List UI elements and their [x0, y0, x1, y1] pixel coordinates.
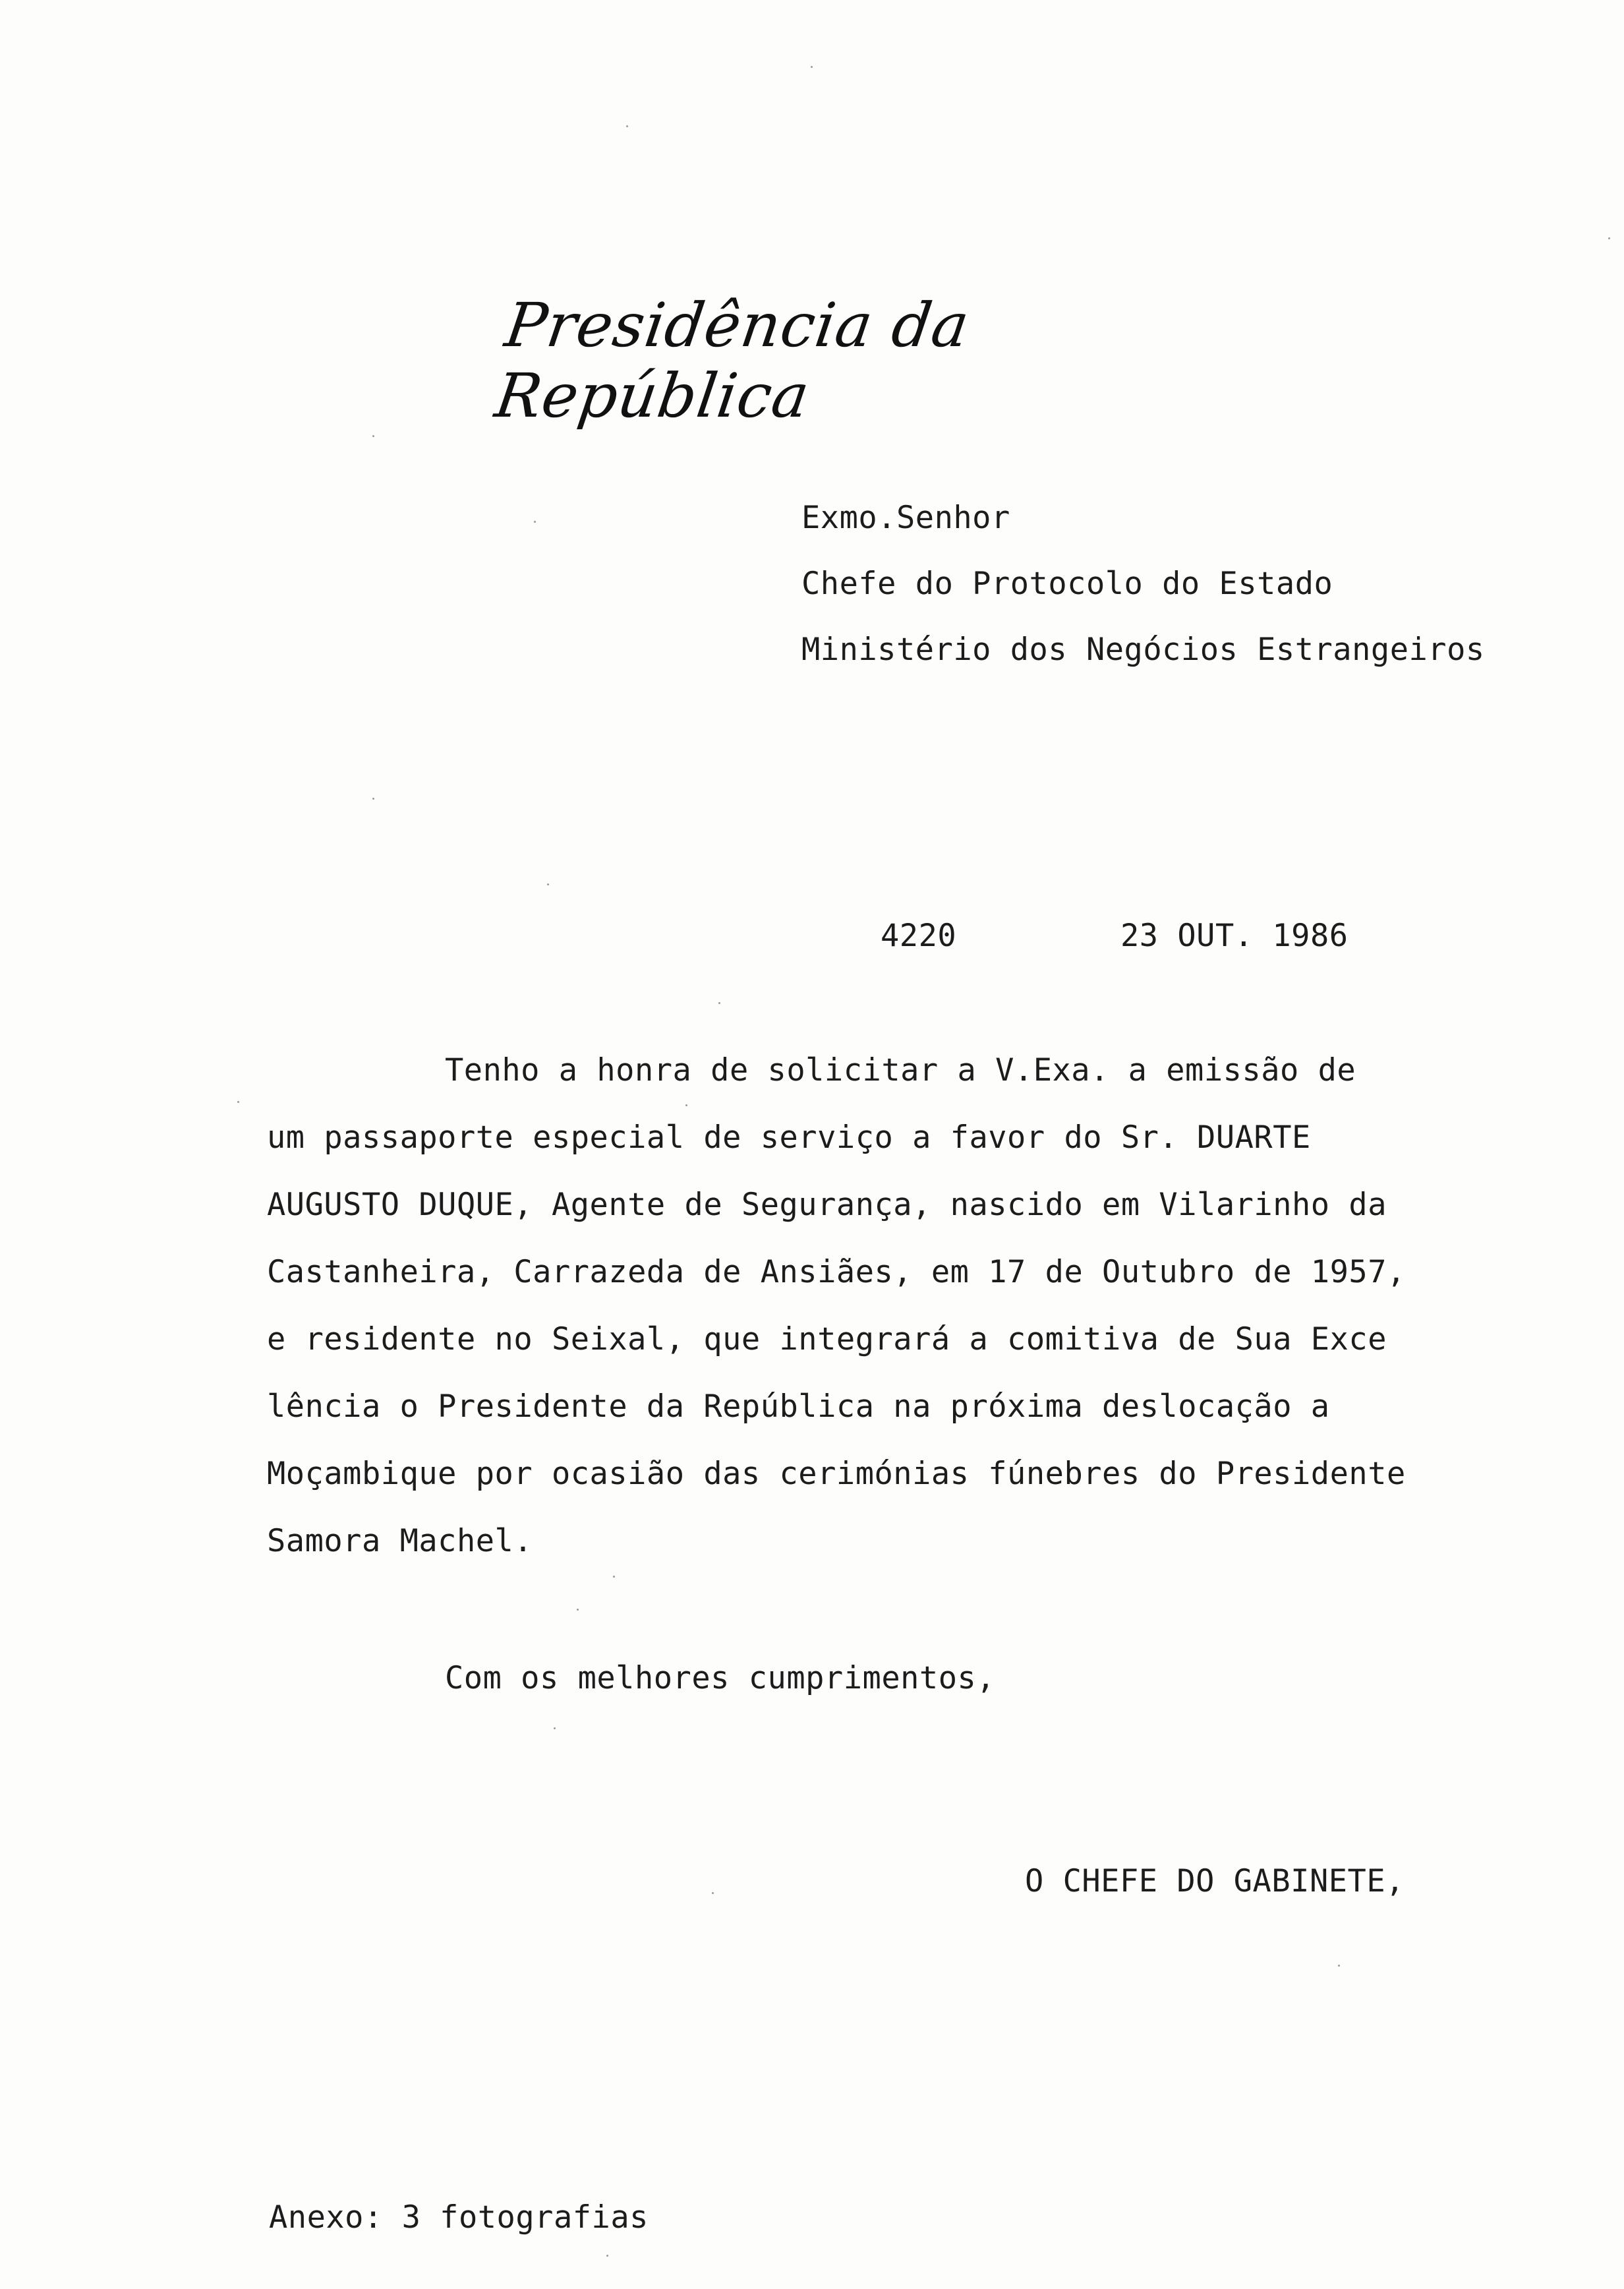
body-line-8: Samora Machel.: [267, 1523, 533, 1559]
scan-speck: [237, 1101, 239, 1103]
reference-number: 4220: [881, 918, 957, 954]
scan-speck: [718, 1002, 720, 1004]
body-line-1: Tenho a honra de solicitar a V.Exa. a emissão de: [445, 1052, 1356, 1088]
scan-speck: [554, 1727, 556, 1729]
scan-speck: [606, 2255, 608, 2257]
closing-greeting: Com os melhores cumprimentos,: [445, 1660, 996, 1696]
body-line-3: AUGUSTO DUQUE, Agente de Segurança, nascido em Vilarinho da: [267, 1187, 1387, 1223]
scan-speck: [1608, 237, 1610, 239]
scan-speck: [811, 66, 813, 68]
body-line-2: um passaporte especial de serviço a favor do Sr. DUARTE: [267, 1119, 1311, 1156]
address-ministry: Ministério dos Negócios Estrangeiros: [801, 632, 1485, 668]
scan-speck: [626, 125, 628, 127]
annex-note: Anexo: 3 fotografias: [269, 2199, 649, 2236]
scan-speck: [613, 1576, 615, 1578]
scan-speck: [372, 798, 374, 800]
letter-date: 23 OUT. 1986: [1120, 918, 1348, 954]
scan-speck: [1338, 1965, 1340, 1967]
body-line-7: Moçambique por ocasião das cerimónias fúnebres do Presidente: [267, 1456, 1406, 1492]
letterhead-presidencia: Presidência da República: [490, 290, 974, 431]
body-line-4: Castanheira, Carrazeda de Ansiães, em 17 de Outubro de 1957,: [267, 1254, 1406, 1290]
body-line-6: lência o Presidente da República na próxima deslocação a: [267, 1388, 1330, 1425]
address-recipient: Chefe do Protocolo do Estado: [801, 566, 1333, 602]
scan-speck: [577, 1609, 579, 1611]
signature-title: O CHEFE DO GABINETE,: [1025, 1863, 1405, 1899]
body-line-5: e residente no Seixal, que integrará a comitiva de Sua Exce: [267, 1321, 1387, 1357]
scan-speck: [372, 435, 374, 437]
scan-speck: [685, 1104, 687, 1106]
scan-speck: [712, 1892, 714, 1894]
scan-speck: [547, 883, 549, 885]
address-salutation: Exmo.Senhor: [801, 500, 1010, 536]
scan-speck: [534, 521, 536, 523]
